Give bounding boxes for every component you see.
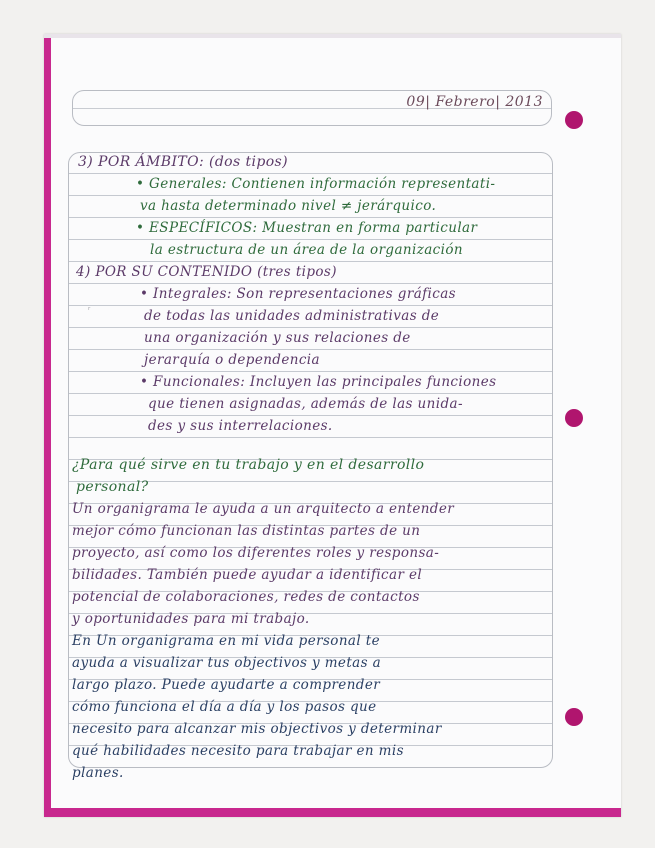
ambito-line: va hasta determinado nivel ≠ jerárquico. xyxy=(140,198,437,214)
ruled-line xyxy=(69,393,552,394)
section-ambito-heading: 3) POR ÁMBITO: (dos tipos) xyxy=(78,154,288,170)
answer-line: cómo funciona el día a día y los pasos que xyxy=(72,699,377,715)
ruled-line xyxy=(69,195,552,196)
contenido-line: de todas las unidades administrativas de xyxy=(144,308,440,324)
contenido-line: des y sus interrelaciones. xyxy=(148,418,333,434)
contenido-line: • Funcionales: Incluyen las principales funciones xyxy=(140,374,497,390)
question-line: ¿Para qué sirve en tu trabajo y en el desarrollo xyxy=(72,457,425,473)
ruled-line xyxy=(69,217,552,218)
answer-line: planes. xyxy=(72,765,124,781)
ruled-line xyxy=(69,349,552,350)
ambito-line: • ESPECÍFICOS: Muestran en forma particular xyxy=(136,220,478,236)
answer-line: y oportunidades para mi trabajo. xyxy=(72,611,310,627)
contenido-line: • Integrales: Son representaciones gráficas xyxy=(140,286,456,302)
answer-line: necesito para alcanzar mis objectivos y determinar xyxy=(72,721,442,737)
answer-line: En Un organigrama en mi vida personal te xyxy=(72,633,380,649)
answer-line: ayuda a visualizar tus objectivos y metas a xyxy=(72,655,382,671)
date-text: 09| Febrero| 2013 xyxy=(406,94,543,110)
margin-pencil-mark: ʳ xyxy=(88,306,91,316)
date-box xyxy=(72,90,552,126)
ruled-line xyxy=(69,437,552,438)
ambito-line: la estructura de un área de la organización xyxy=(150,242,463,258)
ruled-line xyxy=(69,327,552,328)
ruled-line xyxy=(69,173,552,174)
binder-hole-top xyxy=(565,111,583,129)
ruled-line xyxy=(69,415,552,416)
contenido-line: jerarquía o dependencia xyxy=(144,352,320,368)
binder-hole-middle xyxy=(565,409,583,427)
binder-hole-bottom xyxy=(565,708,583,726)
page-top-edge xyxy=(44,34,621,38)
ruled-line xyxy=(69,261,552,262)
answer-line: mejor cómo funcionan las distintas partes de un xyxy=(72,523,421,539)
ruled-line xyxy=(69,371,552,372)
section-contenido-heading: 4) POR SU CONTENIDO (tres tipos) xyxy=(76,264,337,280)
ambito-line: • Generales: Contienen información representati- xyxy=(136,176,496,192)
answer-line: potencial de colaboraciones, redes de contactos xyxy=(72,589,420,605)
ruled-line xyxy=(69,283,552,284)
contenido-line: una organización y sus relaciones de xyxy=(144,330,411,346)
answer-line: bilidades. También puede ayudar a identificar el xyxy=(72,567,423,583)
ruled-line xyxy=(69,239,552,240)
contenido-line: que tienen asignadas, además de las unida- xyxy=(148,396,463,412)
answer-line: Un organigrama le ayuda a un arquitecto a entender xyxy=(72,501,455,517)
question-line: personal? xyxy=(76,479,149,495)
answer-line: largo plazo. Puede ayudarte a comprender xyxy=(72,677,381,693)
answer-line: qué habilidades necesito para trabajar en mis xyxy=(72,743,404,759)
answer-line: proyecto, así como los diferentes roles y responsa- xyxy=(72,545,440,561)
ruled-line xyxy=(69,305,552,306)
